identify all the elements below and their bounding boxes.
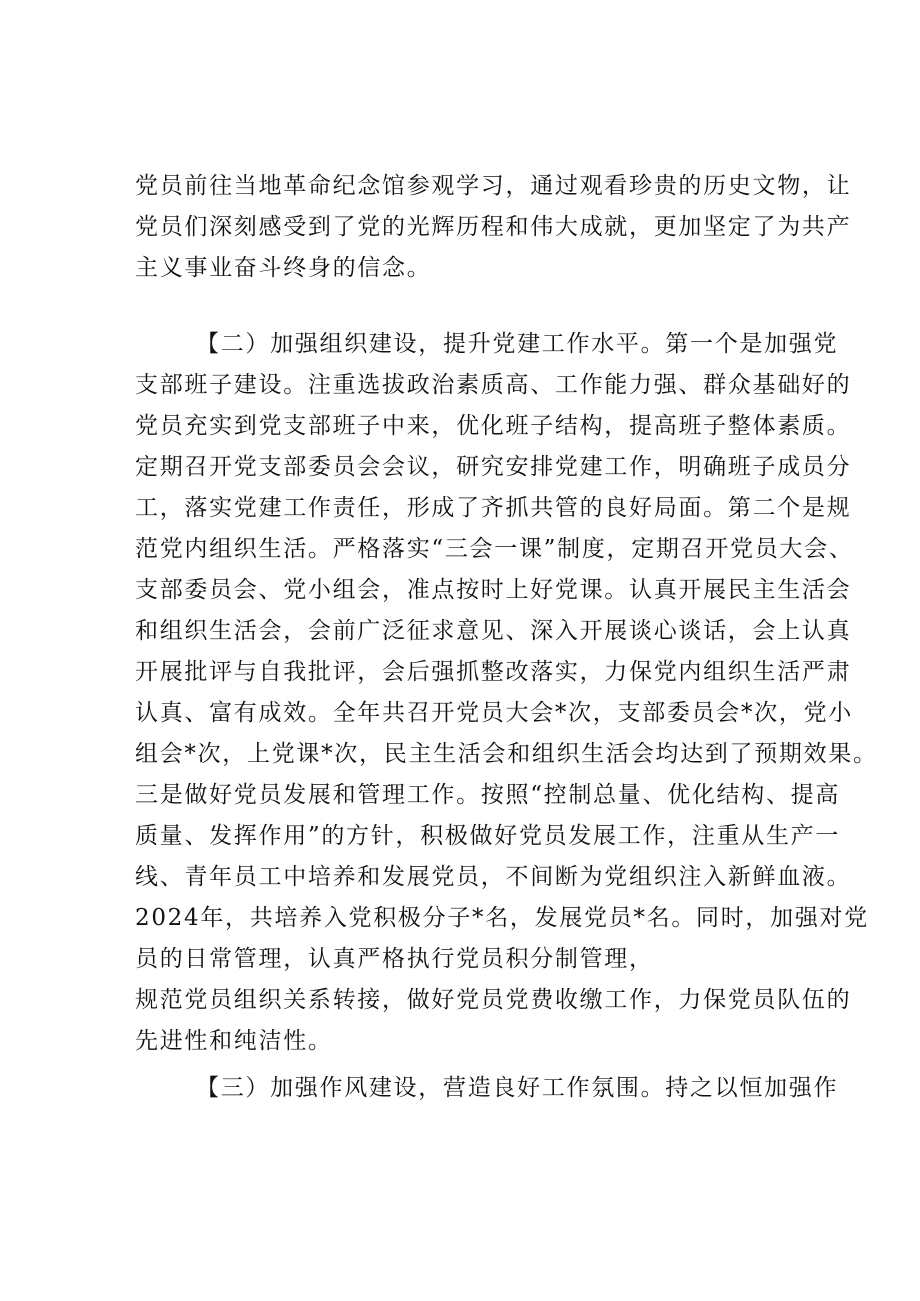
text-line: 员的日常管理，认真严格执行党员积分制管理， <box>135 946 654 972</box>
text-line: 规范党员组织关系转接，做好党员党费收缴工作，力保党员队伍的 <box>135 987 852 1013</box>
text-line: 三是做好党员发展和管理工作。按照“控制总量、优化结构、提高 <box>135 782 841 808</box>
text-line: 支部班子建设。注重选拔政治素质高、工作能力强、群众基础好的 <box>135 372 852 398</box>
text-line: 支部委员会、党小组会，准点按时上好党课。认真开展民主生活会 <box>135 577 852 603</box>
text-line: 认真、富有成效。全年共召开党员大会*次，支部委员会*次，党小 <box>135 700 853 726</box>
text-line: 党员们深刻感受到了党的光辉历程和伟大成就，更加坚定了为共产 <box>135 214 852 240</box>
text-line: 开展批评与自我批评，会后强抓整改落实，力保党内组织生活严肃 <box>135 659 852 685</box>
text-line: 主义事业奋斗终身的信念。 <box>135 255 432 281</box>
text-line: 2024年，共培养入党积极分子*名，发展党员*名。同时，加强对党 <box>135 905 869 931</box>
text-line: 线、青年员工中培养和发展党员，不间断为党组织注入新鲜血液。 <box>135 864 852 890</box>
section-heading-line: 【二）加强组织建设，提升党建工作水平。第一个是加强党 <box>196 331 839 357</box>
text-line: 和组织生活会，会前广泛征求意见、深入开展谈心谈话，会上认真 <box>135 618 852 644</box>
text-line: 工，落实党建工作责任，形成了齐抓共管的良好局面。第二个是规 <box>135 495 852 521</box>
text-line: 范党内组织生活。严格落实“三会一课”制度，定期召开党员大会、 <box>135 536 854 562</box>
text-line: 定期召开党支部委员会会议，研究安排党建工作，明确班子成员分 <box>135 454 852 480</box>
text-line: 组会*次，上党课*次，民主生活会和组织生活会均达到了预期效果。 <box>135 741 878 767</box>
text-line: 党员前往当地革命纪念馆参观学习，通过观看珍贵的历史文物，让 <box>135 173 852 199</box>
text-line: 先进性和纯洁性。 <box>135 1028 333 1054</box>
section-heading-line: 【三）加强作风建设，营造良好工作氛围。持之以恒加强作 <box>196 1075 839 1101</box>
text-line: 质量、发挥作用”的方针，积极做好党员发展工作，注重从生产一 <box>135 823 841 849</box>
text-line: 党员充实到党支部班子中来，优化班子结构，提高班子整体素质。 <box>135 413 852 439</box>
